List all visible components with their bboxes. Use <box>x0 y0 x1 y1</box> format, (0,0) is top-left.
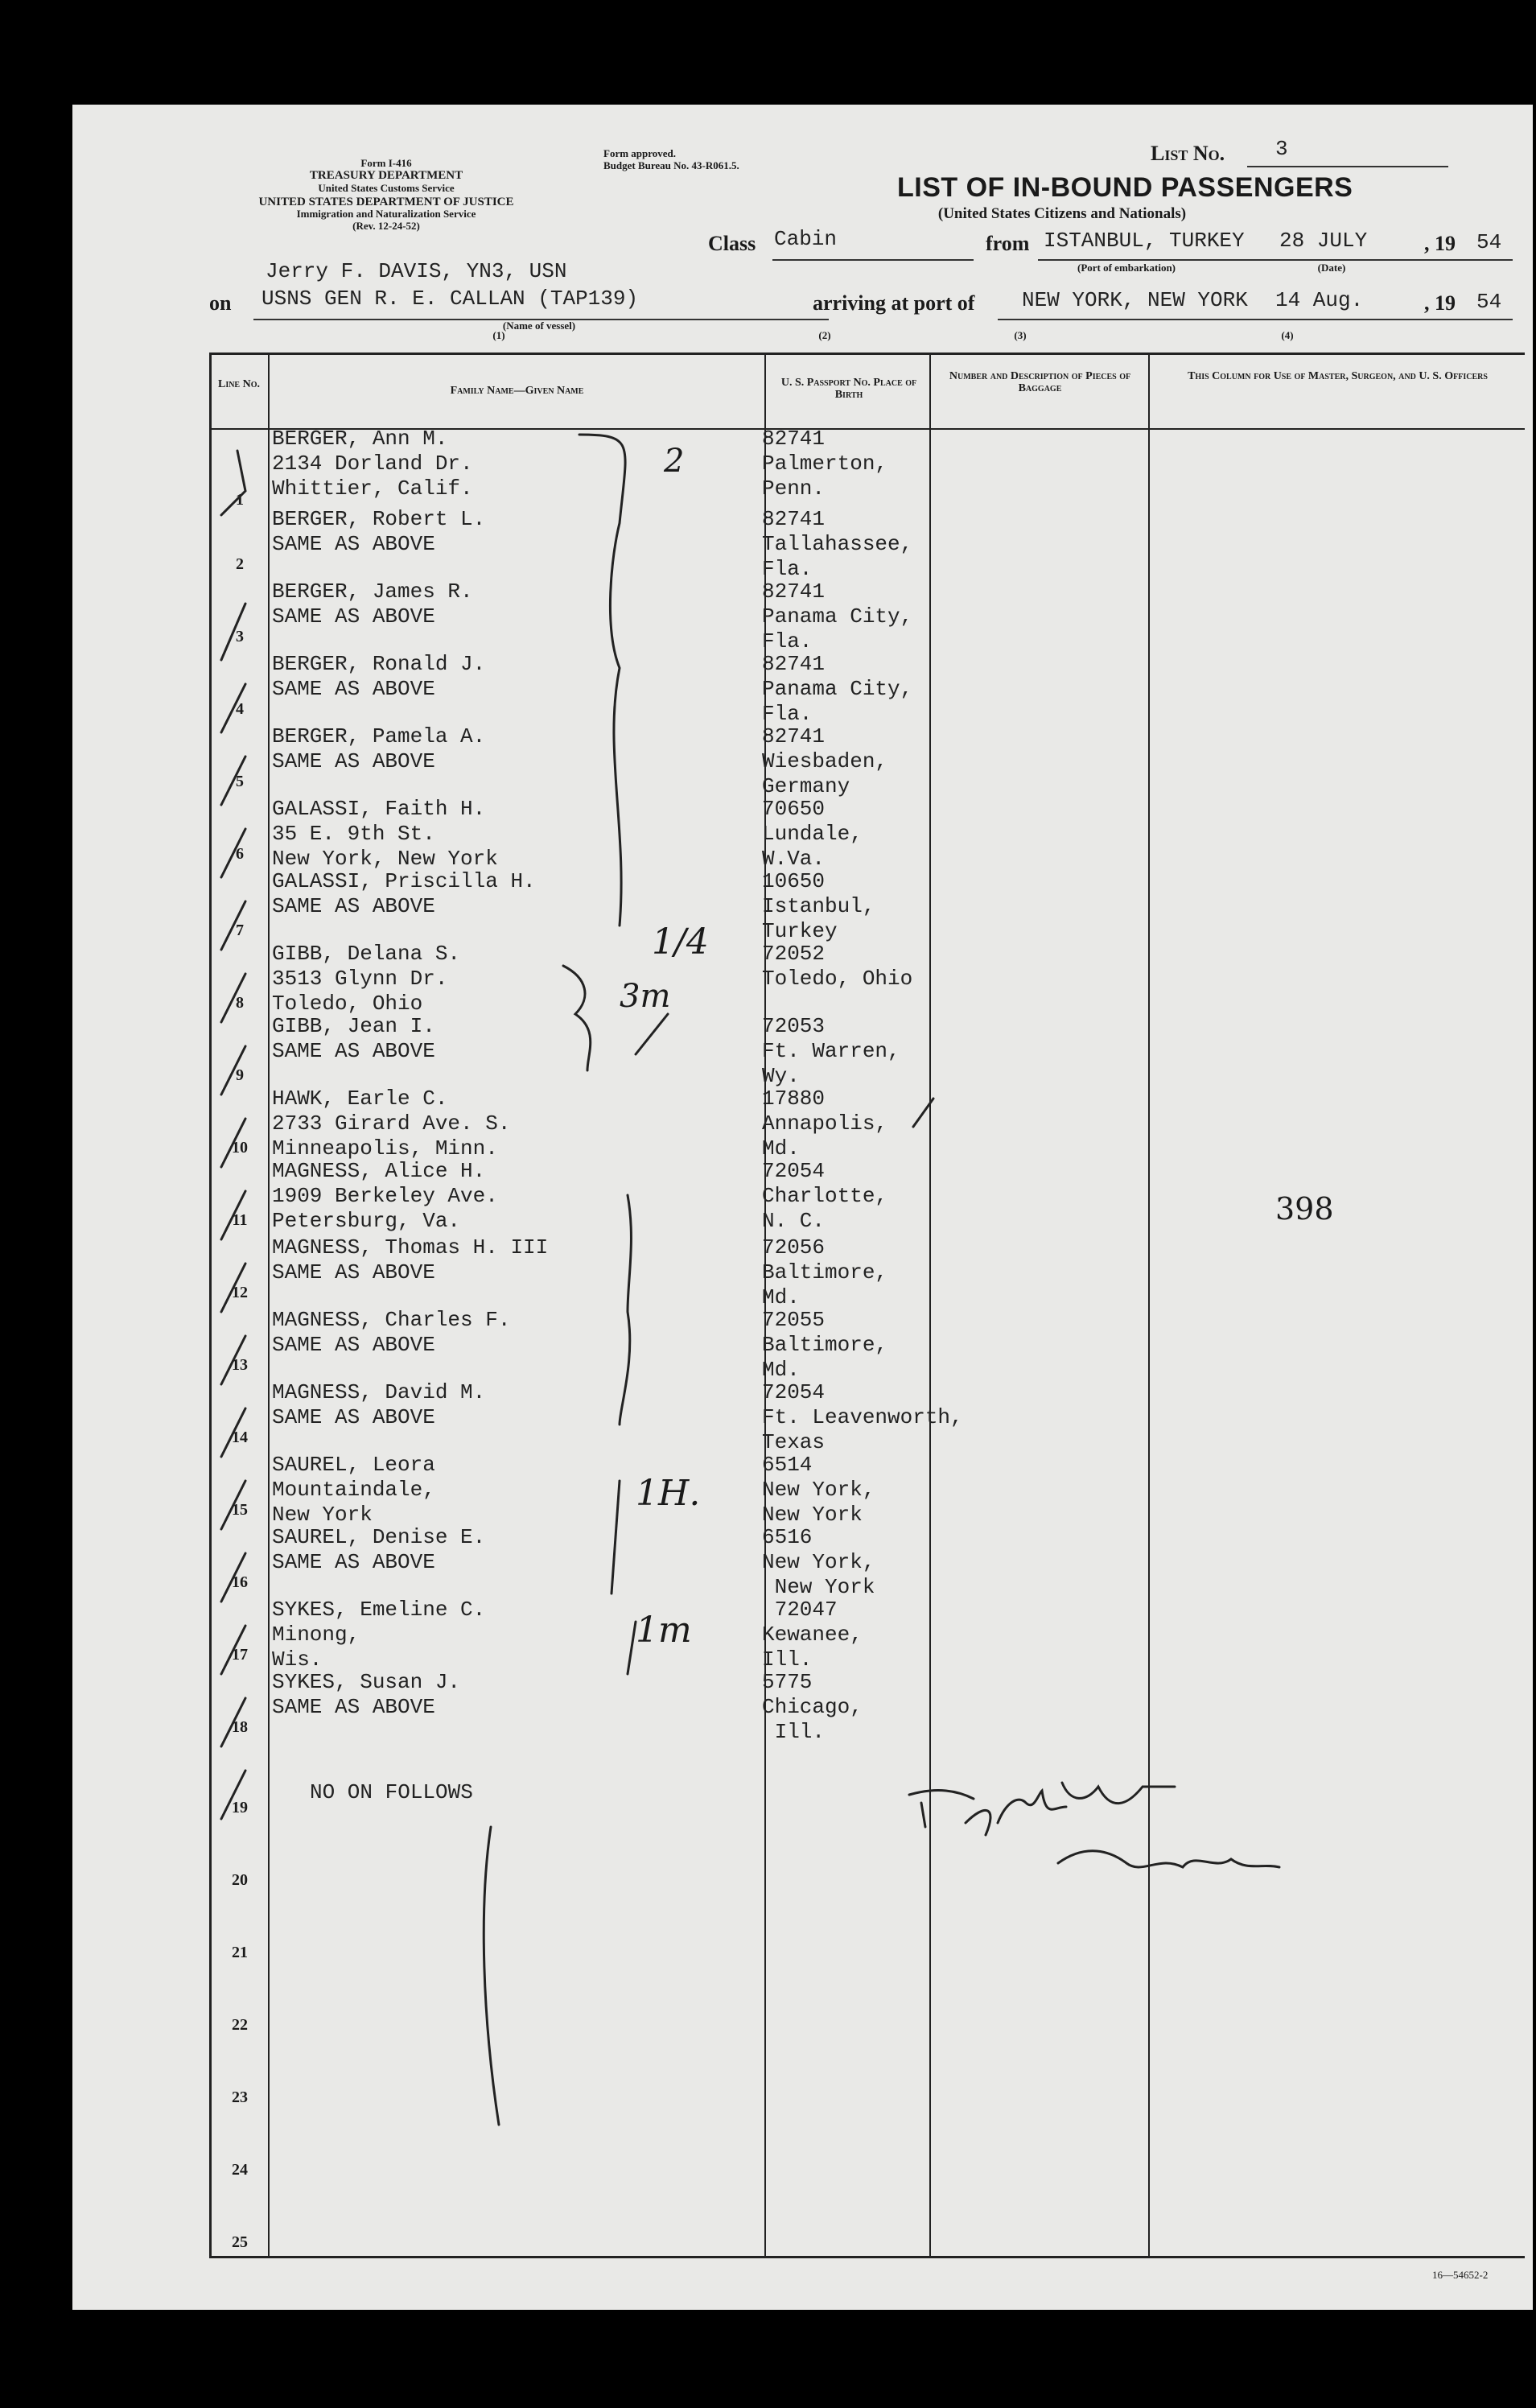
passport-birthplace: 82741 Tallahassee, Fla. <box>762 507 913 581</box>
passenger-name-address: MAGNESS, Charles F. SAME AS ABOVE <box>272 1308 511 1357</box>
arriving-label: arriving at port of <box>813 291 975 315</box>
officer-signature <box>909 1783 1279 1867</box>
class-value: Cabin <box>774 227 838 251</box>
document-title: LIST OF IN-BOUND PASSENGERS <box>897 172 1353 203</box>
header-officers: This Column for Use of Master, Surgeon, and U. S. Officers <box>1188 370 1488 382</box>
passenger-name-address: SYKES, Susan J. SAME AS ABOVE <box>272 1670 461 1719</box>
passenger-name-address: BERGER, James R. SAME AS ABOVE <box>272 579 473 629</box>
line-number: 5 <box>236 773 244 790</box>
passport-birthplace: 5775 Chicago, Ill. <box>762 1670 863 1744</box>
no-on-follows: NO ON FOLLOWS <box>310 1780 473 1804</box>
document-subtitle: (United States Citizens and Nationals) <box>937 205 1187 222</box>
line-number: 3 <box>236 628 244 645</box>
year-prefix: , 19 <box>1424 232 1456 255</box>
passport-birthplace: 17880 Annapolis, Md. <box>762 1086 888 1161</box>
list-no-label: List No. <box>1151 142 1225 165</box>
line-number: 14 <box>232 1429 248 1446</box>
line-number: 21 <box>232 1944 248 1961</box>
handwritten-annotations <box>72 105 1533 2310</box>
officer-count: 398 <box>1275 1191 1334 1227</box>
passport-birthplace: 72047 Kewanee, Ill. <box>762 1598 863 1672</box>
brace-sykes <box>628 1622 636 1674</box>
passport-birthplace: 72052 Toledo, Ohio <box>762 942 913 991</box>
port-of-embarkation-value: ISTANBUL, TURKEY <box>1044 229 1245 253</box>
line-number: 8 <box>236 994 244 1012</box>
passport-birthplace: 6514 New York, New York <box>762 1453 875 1527</box>
passenger-name-address: GIBB, Delana S. 3513 Glynn Dr. Toledo, Ohio <box>272 942 461 1016</box>
footer-code: 16—54652-2 <box>1432 2269 1489 2281</box>
handwritten-mark-2: 1/4 <box>652 922 709 963</box>
passenger-name-address: MAGNESS, Thomas H. III SAME AS ABOVE <box>272 1235 549 1284</box>
passport-birthplace: 82741 Panama City, Fla. <box>762 579 913 654</box>
ins-line: Immigration and Naturalization Service <box>296 208 476 220</box>
header-passport: U. S. Passport No. Place of Birth <box>780 377 917 401</box>
column-3-number: (3) <box>1014 329 1027 341</box>
line-number: 22 <box>232 2016 248 2034</box>
passport-birthplace: 72053 Ft. Warren, Wy. <box>762 1014 900 1088</box>
line-number: 24 <box>232 2161 248 2179</box>
passport-birthplace: 72054 Ft. Leavenworth, Texas <box>762 1380 963 1454</box>
year-suffix: 54 <box>1476 230 1502 254</box>
passenger-name-address: BERGER, Ronald J. SAME AS ABOVE <box>272 652 486 701</box>
line-number: 17 <box>232 1646 248 1664</box>
from-label: from <box>986 232 1030 255</box>
passenger-name-address: SAUREL, Denise E. SAME AS ABOVE <box>272 1525 486 1574</box>
revision-date: (Rev. 12-24-52) <box>352 220 420 232</box>
arrival-year-prefix: , 19 <box>1424 291 1456 315</box>
form-number: Form I-416 <box>360 157 412 169</box>
list-no-value: 3 <box>1275 137 1288 161</box>
passport-birthplace: 70650 Lundale, W.Va. <box>762 797 863 871</box>
header-name: Family Name—Given Name <box>450 385 584 397</box>
line-number: 16 <box>232 1573 248 1591</box>
arrival-port: NEW YORK, NEW YORK <box>1022 288 1248 312</box>
passport-birthplace: 6516 New York, New York <box>762 1525 875 1599</box>
passenger-name-address: GIBB, Jean I. SAME AS ABOVE <box>272 1014 435 1063</box>
passenger-name-address: HAWK, Earle C. 2733 Girard Ave. S. Minneapolis, Minn. <box>272 1086 511 1161</box>
line-number: 25 <box>232 2233 248 2251</box>
line-number: 12 <box>232 1284 248 1301</box>
passenger-name-address: MAGNESS, David M. SAME AS ABOVE <box>272 1380 486 1429</box>
passenger-name-address: BERGER, Robert L. SAME AS ABOVE <box>272 507 486 556</box>
passport-birthplace: 72055 Baltimore, Md. <box>762 1308 888 1382</box>
line-number: 9 <box>236 1066 244 1084</box>
passenger-name-address: GALASSI, Faith H. 35 E. 9th St. New York, New York <box>272 797 498 871</box>
handwritten-mark-5: 1m <box>636 1610 692 1651</box>
brace-galassi <box>636 1014 668 1054</box>
line-number: 10 <box>232 1139 248 1157</box>
treasury-department: TREASURY DEPARTMENT <box>309 169 463 182</box>
column-1-number: (1) <box>492 329 505 341</box>
customs-service: United States Customs Service <box>318 182 455 194</box>
line-number: 23 <box>232 2088 248 2106</box>
passenger-name-address: SYKES, Emeline C. Minong, Wis. <box>272 1598 486 1672</box>
vessel-name: USNS GEN R. E. CALLAN (TAP139) <box>261 287 639 311</box>
passport-birthplace: 82741 Palmerton, Penn. <box>762 427 888 501</box>
line-number: 7 <box>236 922 244 939</box>
passport-birthplace: 82741 Wiesbaden, Germany <box>762 724 888 798</box>
passenger-list-sheet <box>72 105 1533 2310</box>
line-number: 18 <box>232 1718 248 1736</box>
department-of-justice: UNITED STATES DEPARTMENT OF JUSTICE <box>258 196 514 208</box>
brace-magness <box>620 1195 631 1425</box>
date-caption: (Date) <box>1317 262 1346 274</box>
handwritten-mark-3: 3m <box>620 978 671 1015</box>
vessel-caption: (Name of vessel) <box>502 320 576 332</box>
no-follow-line <box>484 1827 499 2125</box>
passenger-name-address: GALASSI, Priscilla H. SAME AS ABOVE <box>272 869 536 918</box>
class-label: Class <box>708 232 756 255</box>
handwritten-mark-1: 2 <box>664 443 685 480</box>
header-baggage: Number and Description of Pieces of Baggage <box>949 370 1131 394</box>
passenger-name-address: BERGER, Pamela A. SAME AS ABOVE <box>272 724 486 773</box>
arrival-year-suffix: 54 <box>1476 290 1502 314</box>
line-number: 1 <box>236 491 244 509</box>
line-number: 15 <box>232 1501 248 1519</box>
line-number: 2 <box>236 555 244 573</box>
passenger-name-address: MAGNESS, Alice H. 1909 Berkeley Ave. Petersburg, Va. <box>272 1159 498 1233</box>
handwritten-mark-4: 1H. <box>636 1473 701 1514</box>
column-2-number: (2) <box>818 329 831 341</box>
line-number: 4 <box>236 700 244 718</box>
hawk-check-mark <box>913 1099 933 1127</box>
on-label: on <box>209 291 232 315</box>
arrival-date: 14 Aug. <box>1275 288 1364 312</box>
brace-berger <box>579 435 625 926</box>
passenger-name-address: SAUREL, Leora Mountaindale, New York <box>272 1453 435 1527</box>
passenger-name-address: BERGER, Ann M. 2134 Dorland Dr. Whittier, Calif. <box>272 427 473 501</box>
brace-saurel <box>612 1481 620 1594</box>
header-line-no: Line No. <box>217 378 260 390</box>
port-of-embarkation-caption: (Port of embarkation) <box>1077 262 1176 274</box>
embarkation-date-value: 28 JULY <box>1279 229 1368 253</box>
line-check-marks <box>221 451 245 1819</box>
line-number: 20 <box>232 1871 248 1889</box>
passport-birthplace: 72056 Baltimore, Md. <box>762 1235 888 1309</box>
form-approved: Form approved. <box>603 147 677 159</box>
passport-birthplace: 82741 Panama City, Fla. <box>762 652 913 726</box>
reporting-officer: Jerry F. DAVIS, YN3, USN <box>266 259 567 283</box>
passport-birthplace: 72054 Charlotte, N. C. <box>762 1159 888 1233</box>
brace-gibb <box>563 966 591 1070</box>
passport-birthplace: 10650 Istanbul, Turkey <box>762 869 875 943</box>
line-number: 11 <box>232 1211 248 1229</box>
column-4-number: (4) <box>1281 329 1294 341</box>
line-number: 6 <box>236 845 244 863</box>
line-number: 19 <box>232 1799 248 1816</box>
budget-bureau-number: Budget Bureau No. 43-R061.5. <box>603 159 739 171</box>
line-number: 13 <box>232 1356 248 1374</box>
